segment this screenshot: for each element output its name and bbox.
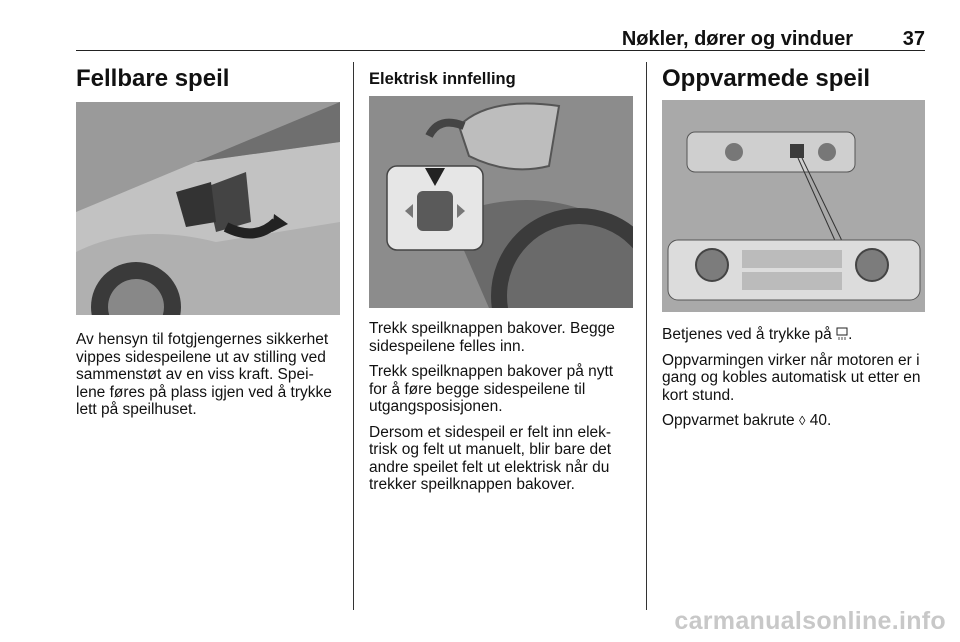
column-divider [646,62,647,610]
paragraph: Betjenes ved å trykke på . [662,326,853,343]
paragraph [662,412,926,430]
chapter-title: Nøkler, dører og vinduer [621,28,853,50]
paragraph: Dersom et sidespeil er felt inn elek- trisk og felt ut manuelt, blir bare det andre speilet felt ut elektrisk når du trekker speilknappen bakover. [369,423,612,493]
paragraph: Oppvarmingen virker når motoren er i gang og kobles automatisk ut etter en kort stund. [662,351,921,404]
paragraph: Trekk speilknappen bakover. Begge sidespeilene felles inn. [369,320,615,355]
folding-mirror-illustration [76,102,340,315]
paragraph-text: Betjenes ved å trykke på [662,326,832,343]
section-title: Elektrisk innfelling [369,70,516,88]
paragraph: Trekk speilknappen bakover på nytt for å føre begge sidespeilene til utgangsposisjonen. [369,363,614,415]
rear-defrost-icon [836,327,848,340]
section-title: Fellbare speil [76,65,230,92]
section-fellbare-speil [76,60,340,427]
column-divider [353,62,354,610]
page-header [76,28,925,51]
climate-control-illustration [662,100,925,312]
section-title: Oppvarmede speil [662,65,871,92]
page-reference: 40. [809,412,832,429]
watermark: carmanualsonline.info [674,607,946,635]
section-oppvarmede-speil [662,60,926,438]
section-elektrisk-innfelling [369,60,633,502]
page-number: 37 [902,28,925,50]
mirror-switch-illustration [369,96,633,308]
page-reference-icon: ◊ [799,413,806,428]
paragraph-text: Oppvarmet bakrute [662,412,795,429]
paragraph: Av hensyn til fotgjengernes sikkerhet vippes sidespeilene ut av stilling ved sammenstøt av en viss kraft. Spei- lene føres på plass igjen ved å trykke lett på speilhuset. [76,331,332,418]
